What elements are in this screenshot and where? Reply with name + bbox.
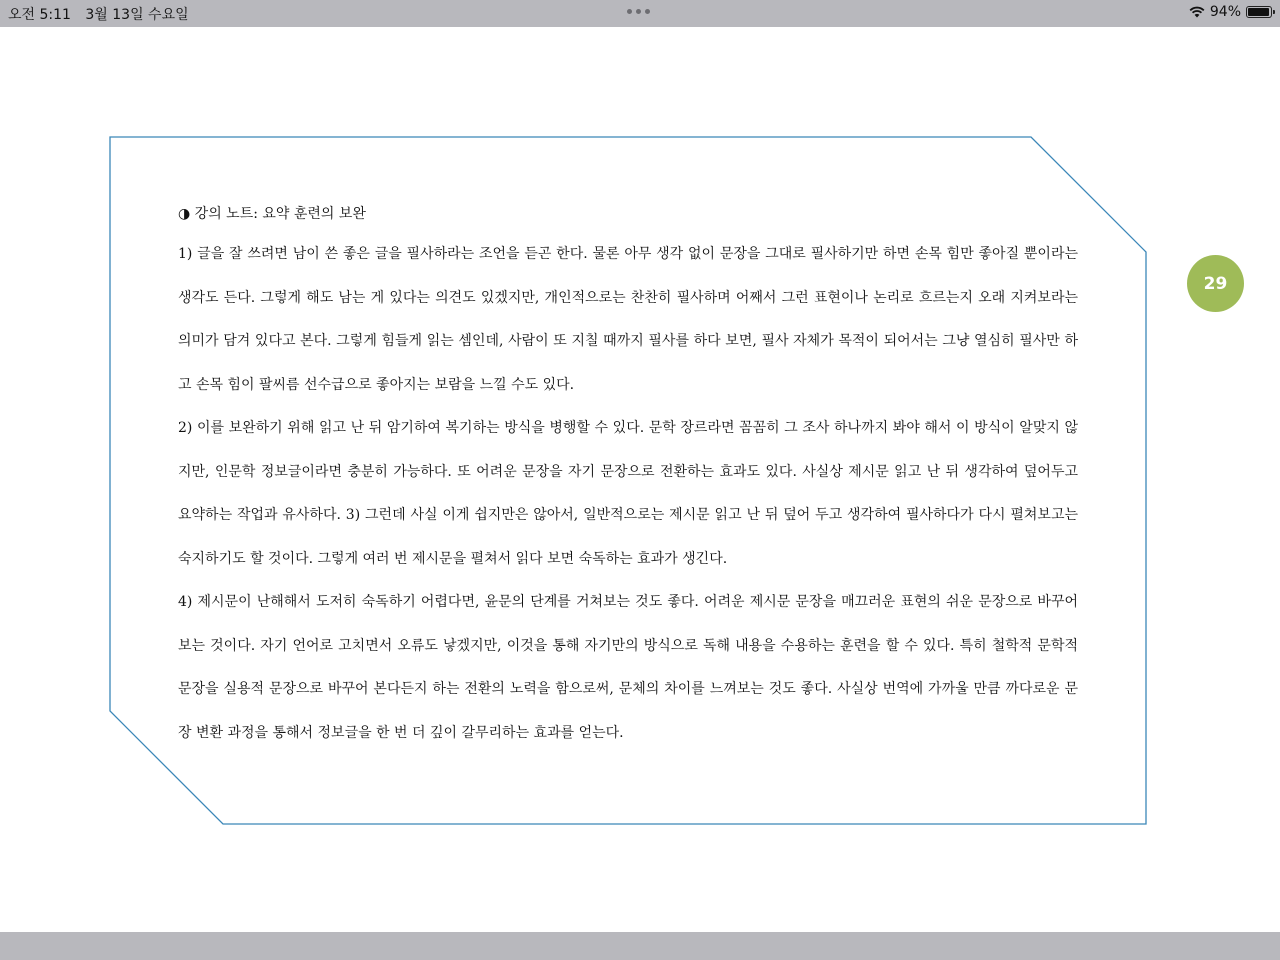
- note-paragraph-3: 4) 제시문이 난해해서 도저히 숙독하기 어렵다면, 윤문의 단계를 거쳐보는 것도 좋다. 어려운 제시문 문장을 매끄러운 표현의 쉬운 문장으로 바꾸어 보는 것이다. 자기 언어로 고치면서 오류도 낳겠지만, 이것을 통해 자기만의 방식으로 독해 내용을 수용하는 훈련을 할 수 있다. 특히 철학적 문학적 문장을 실용적 문장으로 바꾸어 본다든지 하는 전환의 노력을 함으로써, 문체의 차이를 느껴보는 것도 좋다. 사실상 번역에 가까울 만큼 까다로운 문장 변환 과정을 통해서 정보글을 한 번 더 깊이 갈무리하는 효과를 얻는다.: [178, 594, 1078, 741]
- battery-percent: 94%: [1209, 4, 1241, 20]
- note-paragraph-2: 2) 이를 보완하기 위해 읽고 난 뒤 암기하여 복기하는 방식을 병행할 수 있다. 문학 장르라면 꼼꼼히 그 조사 하나까지 봐야 해서 이 방식이 알맞지 않지만, 인문학 정보글이라면 충분히 가능하다. 또 어려운 문장을 자기 문장으로 전환하는 효과도 있다. 사실상 제시문 읽고 난 뒤 생각하여 덮어두고 요약하는 작업과 유사하다. 3) 그런데 사실 이게 쉽지만은 않아서, 일반적으로는 제시문 읽고 난 뒤 덮어 두고 생각하여 필사하다가 다시 펼쳐보고는 숙지하기도 할 것이다. 그렇게 여러 번 제시문을 펼쳐서 읽다 보면 숙독하는 효과가 생긴다.: [178, 420, 1078, 567]
- lecture-note: [178, 199, 1078, 755]
- page-number: 29: [1203, 273, 1228, 294]
- status-date: 3월 13일 수요일: [85, 7, 189, 23]
- page-number-badge: [1187, 255, 1244, 312]
- bottom-bar: [0, 932, 1280, 960]
- note-paragraph-1: 1) 글을 잘 쓰려면 남이 쓴 좋은 글을 필사하라는 조언을 듣곤 한다. 물론 아무 생각 없이 문장을 그대로 필사하기만 하면 손목 힘만 좋아질 뿐이라는 생각도 든다. 그렇게 해도 남는 게 있다는 의견도 있겠지만, 개인적으로는 찬찬히 필사하며 어째서 그런 표현이나 논리로 흐르는지 오래 지켜보라는 의미가 담겨 있다고 본다. 그렇게 힘들게 읽는 셈인데, 사람이 또 지칠 때까지 필사를 하다 보면, 필사 자체가 목적이 되어서는 그냥 열심히 필사만 하고 손목 힘이 팔씨름 선수급으로 좋아지는 보람을 느낄 수도 있다.: [178, 246, 1078, 393]
- note-title: ◑ 강의 노트: 요약 훈련의 보완: [178, 206, 366, 222]
- status-time: 오전 5:11: [8, 7, 71, 23]
